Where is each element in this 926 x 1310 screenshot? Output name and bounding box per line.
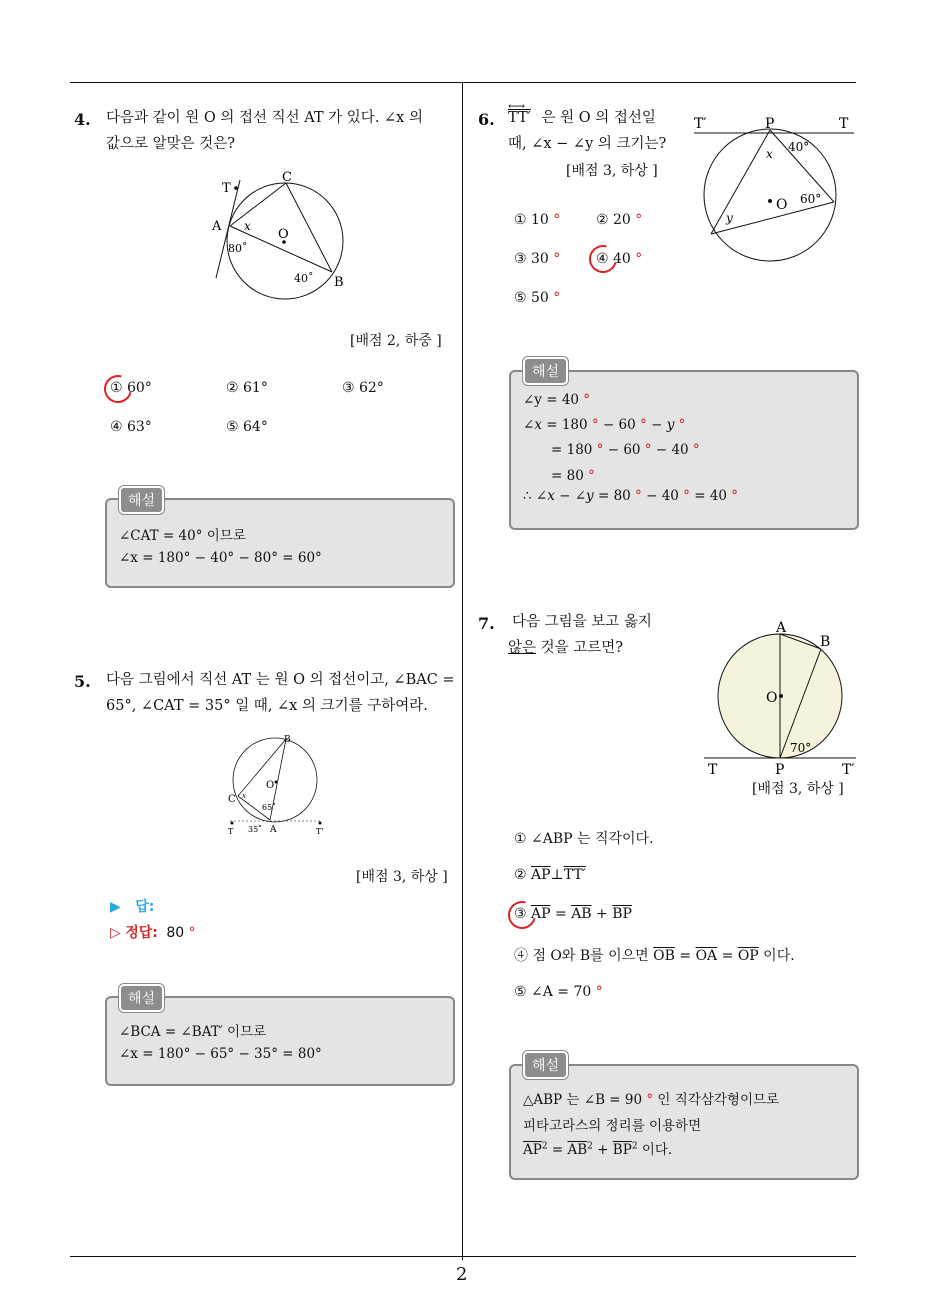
- q4-option-3[interactable]: ③ 62°: [342, 380, 384, 396]
- q7-solution-line3: $\overline{AP}^2 = \overline{AB}^2 + \overline{BP}^2$ 이다.: [523, 1141, 673, 1158]
- q5-answer-label: 답:: [135, 899, 155, 915]
- q7-label-A: A: [776, 620, 787, 636]
- q7-option-2[interactable]: ② $\overline{AP}\perp TT'$: [514, 867, 586, 883]
- q6-solution-line1: ∠y = 40 °: [523, 392, 591, 408]
- q6-text-line2: 때, ∠x − ∠y 의 크기는?: [508, 136, 667, 152]
- q7-solution-line1: △ABP 는 ∠B = 90 ° 인 직각삼각형이므로: [523, 1092, 780, 1108]
- top-rule: [70, 82, 856, 83]
- q6-label-T1: T′: [694, 116, 707, 132]
- q4-number: 4.: [74, 110, 91, 129]
- q7-solution-box: [509, 1064, 859, 1180]
- q6-option-1[interactable]: ① 10 °: [514, 212, 561, 228]
- q5-label-T2: T': [316, 827, 324, 836]
- q6-solution-line5: ∴ ∠x − ∠y = 80 ° − 40 ° = 40 °: [523, 488, 739, 504]
- q6-label-y: y: [726, 211, 733, 225]
- q7-number: 7.: [478, 614, 495, 633]
- q6-label-O: O: [776, 197, 788, 213]
- q7-underlined: 않은: [508, 640, 537, 656]
- q6-option-3[interactable]: ③ 30 °: [514, 251, 561, 267]
- q5-label-O: O: [266, 780, 275, 791]
- q6-meta: [배점 3, 하상 ]: [566, 163, 658, 179]
- q7-option-4[interactable]: ④ 점 O와 B를 이으면 $\overline{OB} = \overline{OA} = \overline{OP}$ 이다.: [514, 948, 795, 964]
- q4-option-4[interactable]: ④ 63°: [110, 419, 152, 435]
- q5-correct-label: 정답:: [125, 925, 158, 941]
- q4-text-line1: 다음과 같이 원 O 의 접선 직선 AT 가 있다. ∠x 의: [106, 110, 423, 126]
- q7-option-5[interactable]: ⑤ ∠A = 70 °: [514, 984, 603, 1000]
- q4-label-T: T: [222, 181, 231, 196]
- q5-solution-line1: ∠BCA = ∠BAT′ 이므로: [119, 1024, 267, 1040]
- bottom-rule: [70, 1256, 856, 1257]
- q5-label-x: x: [242, 792, 246, 800]
- q4-label-A: A: [212, 219, 222, 234]
- q6-label-x: x: [766, 147, 773, 161]
- q5-label-65: 65˚: [262, 803, 277, 812]
- q6-label-P: P: [765, 116, 775, 132]
- q4-option-5[interactable]: ⑤ 64°: [226, 419, 268, 435]
- q7-label-70: 70°: [790, 741, 812, 755]
- q6-solution-tag: 해설: [523, 357, 568, 385]
- q6-tt-arrow-icon: ⟷: [508, 99, 526, 113]
- q4-diagram: [208, 168, 358, 308]
- q4-label-O: O: [278, 227, 289, 242]
- correct-arrow-icon: ▷: [110, 925, 121, 941]
- degree-mark: °: [184, 925, 196, 941]
- q6-label-40: 40°: [788, 140, 810, 154]
- q7-option-3[interactable]: ③ $\overline{AP} = \overline{AB} + \overline{BP}$: [514, 906, 632, 922]
- q6-solution-line4: = 80 °: [551, 468, 595, 484]
- q4-label-B: B: [334, 275, 344, 290]
- q6-label-T: T: [839, 116, 849, 132]
- q7-label-T: T: [708, 762, 718, 778]
- q5-number: 5.: [74, 672, 91, 691]
- column-divider: [462, 82, 463, 1260]
- q4-option-2[interactable]: ② 61°: [226, 380, 268, 396]
- q4-label-80: 80˚: [228, 242, 248, 255]
- q5-diagram: [220, 730, 340, 840]
- q4-meta: [배점 2, 하중 ]: [350, 333, 442, 349]
- q6-solution-line3: = 180 ° − 60 ° − 40 °: [551, 442, 700, 458]
- q7-label-O: O: [766, 690, 778, 706]
- q5-label-35: 35˚: [248, 825, 263, 834]
- q4-option-1[interactable]: ① 60°: [110, 380, 152, 396]
- q4-label-x: x: [244, 219, 251, 233]
- q6-text1: 은 원 O 의 접선일: [541, 110, 656, 126]
- q7-solution-tag: 해설: [523, 1051, 568, 1079]
- q5-solution-tag: 해설: [119, 984, 164, 1012]
- q6-label-60: 60°: [800, 192, 822, 206]
- q6-option-4[interactable]: ④ 40 °: [596, 251, 643, 267]
- q7-diagram: [700, 618, 860, 778]
- q5-correct-value: 80: [166, 925, 185, 941]
- q7-text-line2: [508, 636, 623, 661]
- q4-solution-line1: ∠CAT = 40° 이므로: [119, 528, 246, 544]
- q5-label-C: C: [228, 794, 236, 805]
- q7-label-B: B: [820, 634, 831, 650]
- q4-label-40: 40˚: [294, 272, 314, 285]
- q5-solution-line2: ∠x = 180° − 65° − 35° = 80°: [119, 1046, 322, 1062]
- q7-meta: [배점 3, 하상 ]: [752, 781, 844, 797]
- q5-text-line2: 65°, ∠CAT = 35° 일 때, ∠x 의 크기를 구하여라.: [106, 698, 428, 714]
- q6-tt: TT′: [508, 110, 531, 126]
- q5-label-B: B: [284, 735, 291, 745]
- q5-answer-row: [110, 896, 154, 916]
- q6-solution-line2: ∠x = 180 ° − 60 ° − y °: [523, 417, 686, 433]
- q5-meta: [배점 3, 하상 ]: [356, 869, 448, 885]
- q5-label-T: T: [228, 827, 234, 836]
- q6-text-line1: [508, 99, 656, 131]
- q5-text-line1: 다음 그림에서 직선 AT 는 원 O 의 접선이고, ∠BAC =: [106, 672, 455, 688]
- q7-label-T2: T′: [842, 762, 855, 778]
- q7-label-P: P: [775, 762, 785, 778]
- q7-text-line1: 다음 그림을 보고 옳지: [512, 614, 652, 630]
- q6-diagram: [690, 110, 856, 272]
- q5-label-A: A: [270, 825, 277, 835]
- q6-solution-box: [509, 370, 859, 530]
- q4-label-C: C: [282, 170, 292, 185]
- q6-option-5[interactable]: ⑤ 50 °: [514, 290, 561, 306]
- answer-arrow-icon: ▶: [110, 899, 121, 915]
- q6-option-2[interactable]: ② 20 °: [596, 212, 643, 228]
- q4-solution-line2: ∠x = 180° − 40° − 80° = 60°: [119, 550, 322, 566]
- q6-number: 6.: [478, 110, 495, 129]
- q4-text-line2: 값으로 알맞은 것은?: [106, 136, 236, 152]
- q7-solution-line2: 피타고라스의 정리를 이용하면: [523, 1118, 702, 1134]
- q7-option-1[interactable]: ① ∠ABP 는 직각이다.: [514, 831, 654, 847]
- q5-correct-row: [110, 922, 196, 942]
- q7-text2b: 것을 고르면?: [536, 640, 624, 656]
- page-number: 2: [456, 1264, 468, 1285]
- q4-solution-tag: 해설: [119, 486, 164, 514]
